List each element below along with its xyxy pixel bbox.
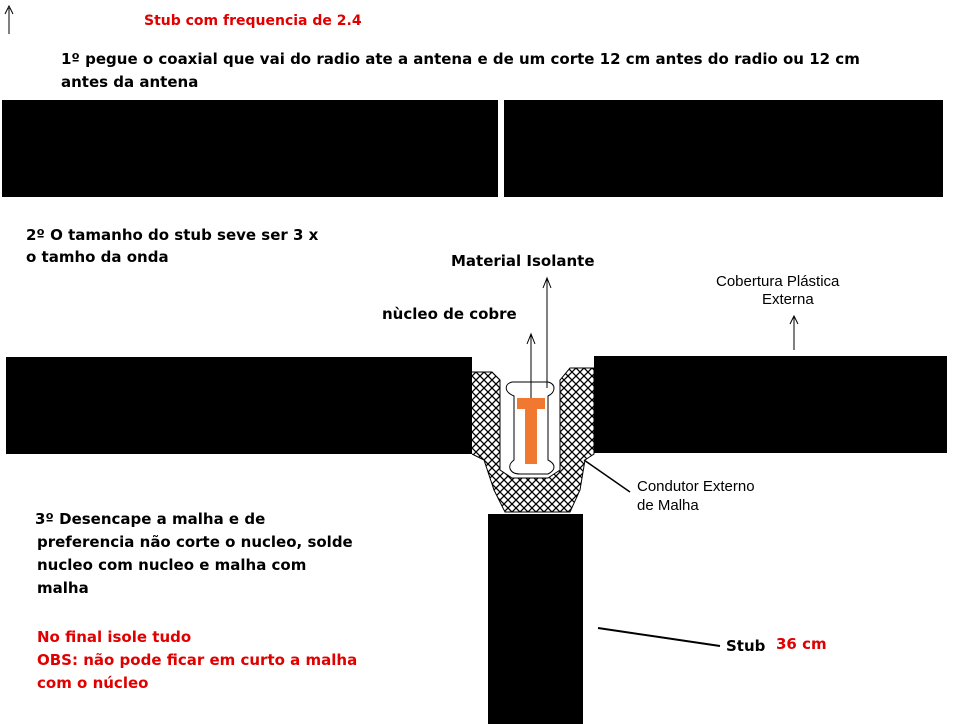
final-note-line1: No final isole tudo [37,628,192,646]
arrow-cobertura [790,316,798,350]
label-condutor-line1: Condutor Externo [637,478,755,495]
step3-line1: 3º Desencape a malha e de [35,510,266,528]
step3-line4: malha [37,579,89,597]
label-condutor-line2: de Malha [637,497,699,514]
label-stub: Stub [726,637,766,655]
label-stub-length: 36 cm [776,635,827,653]
step3-line2: preferencia não corte o nucleo, solde [37,533,353,551]
label-cobertura-line2: Externa [762,291,814,308]
final-note-line3: com o núcleo [37,674,149,692]
label-nucleo-cobre: nùcleo de cobre [382,305,517,323]
page-title: Stub com frequencia de 2.4 [144,13,362,29]
final-note-line2: OBS: não pode ficar em curto a malha [37,651,358,669]
step1-line1: 1º pegue o coaxial que vai do radio ate a antena e de um corte 12 cm antes do radio ou 12 cm [61,50,860,68]
step2-line1: 2º O tamanho do stub seve ser 3 x [26,226,319,244]
label-material-isolante: Material Isolante [451,252,595,270]
step1-line2: antes da antena [61,73,199,91]
pointer-stub [598,628,720,646]
label-cobertura-line1: Cobertura Plástica [716,273,840,290]
step3-line3: nucleo com nucleo e malha com [37,556,307,574]
arrow-material-isolante [543,278,551,388]
step2-line2: o tamho da onda [26,248,169,266]
pointer-condutor [584,460,630,492]
